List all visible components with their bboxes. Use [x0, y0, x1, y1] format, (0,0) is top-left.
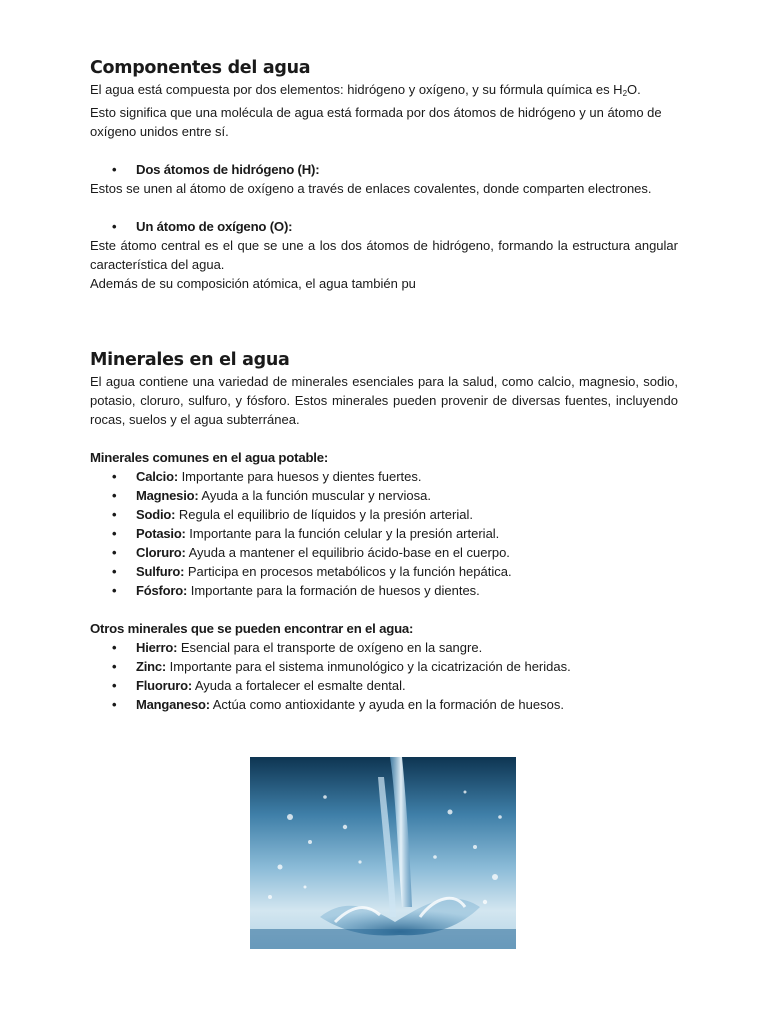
list-item	[90, 160, 678, 179]
list-item	[90, 217, 678, 236]
mineral-desc: Regula el equilibrio de líquidos y la presión arterial.	[175, 507, 473, 522]
section1-intro	[90, 80, 678, 141]
mineral-item	[90, 524, 678, 543]
mineral-desc: Importante para la formación de huesos y dientes.	[187, 583, 480, 598]
intro-line2: Esto significa que una molécula de agua está formada por dos átomos de hidrógeno y un átomo de oxígeno unidos entre sí.	[90, 105, 662, 139]
mineral-desc: Importante para el sistema inmunológico y la cicatrización de heridas.	[166, 659, 571, 674]
formula-subscript: 2	[622, 89, 628, 98]
mineral-name: Sulfuro:	[136, 564, 185, 579]
mineral-name: Manganeso:	[136, 697, 210, 712]
mineral-desc: Esencial para el transporte de oxígeno en la sangre.	[177, 640, 483, 655]
bullet: •	[112, 659, 117, 674]
mineral-name: Fósforo:	[136, 583, 188, 598]
mineral-item	[90, 581, 678, 600]
bullet: •	[112, 640, 117, 655]
bullet: •	[112, 678, 117, 693]
bullet: •	[112, 545, 117, 560]
other-minerals-heading: Otros minerales que se pueden encontrar en el agua:	[90, 621, 414, 636]
mineral-item	[90, 543, 678, 562]
mineral-item	[90, 638, 678, 657]
intro-text: El agua está compuesta por dos elementos: hidrógeno y oxígeno, y su fórmula química es H	[90, 82, 623, 97]
water-splash-image	[250, 757, 516, 949]
mineral-name: Fluoruro:	[136, 678, 192, 693]
trailing-text: Además de su composición atómica, el agua también pu	[90, 276, 416, 291]
bullet: •	[112, 469, 117, 484]
mineral-name: Magnesio:	[136, 488, 199, 503]
bullet: •	[112, 697, 117, 712]
document-page	[90, 56, 678, 714]
mineral-desc: Importante para la función celular y la presión arterial.	[185, 526, 500, 541]
common-minerals-list	[90, 467, 678, 600]
mineral-item	[90, 467, 678, 486]
mineral-item	[90, 562, 678, 581]
mineral-item	[90, 505, 678, 524]
mineral-desc: Actúa como antioxidante y ayuda en la formación de huesos.	[209, 697, 564, 712]
other-minerals-list	[90, 638, 678, 714]
bullet: •	[112, 488, 117, 503]
item-title: Dos átomos de hidrógeno (H):	[136, 162, 320, 177]
water-splash-icon	[250, 757, 516, 949]
mineral-desc: Participa en procesos metabólicos y la función hepática.	[184, 564, 512, 579]
mineral-item	[90, 657, 678, 676]
bullet: •	[112, 526, 117, 541]
oxygen-desc: Este átomo central es el que se une a los dos átomos de hidrógeno, formando la estructura angular característica del agua.	[90, 238, 678, 272]
section-title-componentes: Componentes del agua	[90, 58, 311, 78]
mineral-item	[90, 676, 678, 695]
mineral-desc: Ayuda a la función muscular y nerviosa.	[198, 488, 431, 503]
bullet: •	[112, 507, 117, 522]
section2-intro: El agua contiene una variedad de minerales esenciales para la salud, como calcio, magnesio, sodio, potasio, cloruro, sulfuro, y fósforo. Estos minerales pueden provenir de diversas fuentes, incluyendo rocas, suelos y el agua subterránea.	[90, 374, 678, 427]
common-minerals-heading: Minerales comunes en el agua potable:	[90, 450, 329, 465]
mineral-name: Potasio:	[136, 526, 186, 541]
mineral-name: Zinc:	[136, 659, 167, 674]
mineral-name: Cloruro:	[136, 545, 186, 560]
bullet: •	[112, 564, 117, 579]
mineral-item	[90, 486, 678, 505]
formula-suffix: O.	[627, 82, 641, 97]
bullet: •	[112, 583, 117, 598]
mineral-desc: Ayuda a fortalecer el esmalte dental.	[191, 678, 406, 693]
section-title-minerales: Minerales en el agua	[90, 350, 290, 370]
hydrogen-desc: Estos se unen al átomo de oxígeno a través de enlaces covalentes, donde comparten electrones.	[90, 181, 652, 196]
mineral-desc: Importante para huesos y dientes fuertes.	[177, 469, 422, 484]
hydrogen-list	[90, 160, 678, 179]
item-title: Un átomo de oxígeno (O):	[136, 219, 293, 234]
mineral-item	[90, 695, 678, 714]
mineral-name: Calcio:	[136, 469, 178, 484]
mineral-name: Sodio:	[136, 507, 176, 522]
mineral-desc: Ayuda a mantener el equilibrio ácido-base en el cuerpo.	[185, 545, 510, 560]
oxygen-list	[90, 217, 678, 236]
bullet: •	[112, 162, 117, 177]
mineral-name: Hierro:	[136, 640, 178, 655]
bullet: •	[112, 219, 117, 234]
